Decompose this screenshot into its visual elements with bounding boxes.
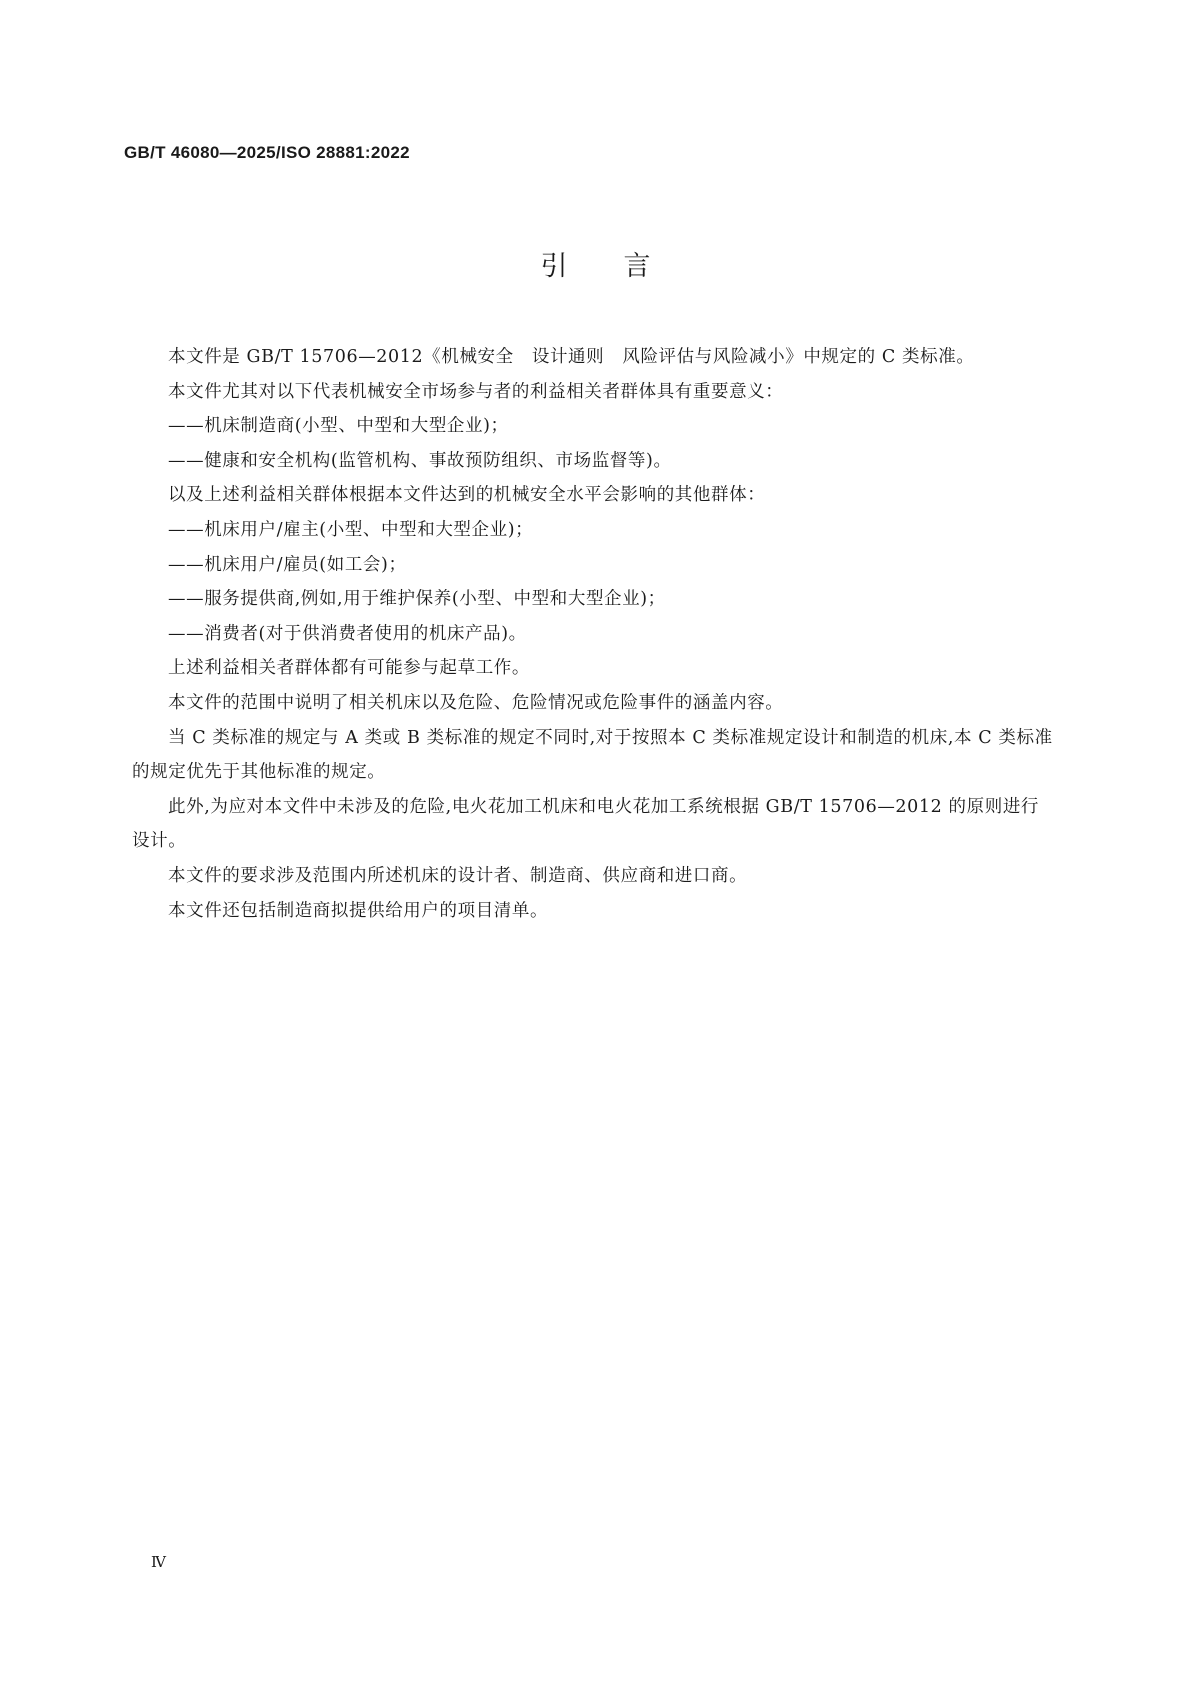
paragraph: 本文件还包括制造商拟提供给用户的项目清单。 bbox=[168, 900, 549, 921]
paragraph: 本文件是 GB/T 15706—2012《机械安全 设计通则 风险评估与风险减小》中规定的 C 类标准。 bbox=[168, 347, 975, 367]
list-item: ——消费者(对于供消费者使用的机床产品)。 bbox=[168, 623, 527, 644]
list-item: ——健康和安全机构(监管机构、事故预防组织、市场监督等)。 bbox=[168, 450, 672, 471]
paragraph: 本文件的要求涉及范围内所述机床的设计者、制造商、供应商和进口商。 bbox=[168, 865, 748, 886]
list-item: ——机床用户/雇主(小型、中型和大型企业)； bbox=[168, 519, 534, 540]
list-item: ——机床用户/雇员(如工会)； bbox=[168, 554, 407, 575]
paragraph: 本文件的范围中说明了相关机床以及危险、危险情况或危险事件的涵盖内容。 bbox=[168, 692, 784, 713]
section-title-text: 引言 bbox=[540, 251, 707, 282]
paragraph: 本文件尤其对以下代表机械安全市场参与者的利益相关者群体具有重要意义： bbox=[168, 381, 784, 402]
paragraph: 上述利益相关者群体都有可能参与起草工作。 bbox=[168, 658, 530, 679]
list-item: ——机床制造商(小型、中型和大型企业)； bbox=[168, 416, 509, 437]
section-title bbox=[0, 244, 1191, 283]
paragraph: 当 C 类标准的规定与 A 类或 B 类标准的规定不同时,对于按照本 C 类标准规定设计和制造的机床,本 C 类标准的规定优先于其他标准的规定。 bbox=[132, 727, 1053, 783]
paragraph: 以及上述利益相关群体根据本文件达到的机械安全水平会影响的其他群体： bbox=[168, 485, 766, 506]
document-number: GB/T 46080—2025/ISO 28881:2022 bbox=[124, 143, 410, 162]
body-text bbox=[132, 340, 1057, 928]
list-item: ——服务提供商,例如,用于维护保养(小型、中型和大型企业)； bbox=[168, 589, 666, 610]
page-number: Ⅳ bbox=[151, 1553, 166, 1571]
paragraph: 此外,为应对本文件中未涉及的危险,电火花加工机床和电火花加工系统根据 GB/T 15706—2012 的原则进行设计。 bbox=[132, 796, 1040, 852]
